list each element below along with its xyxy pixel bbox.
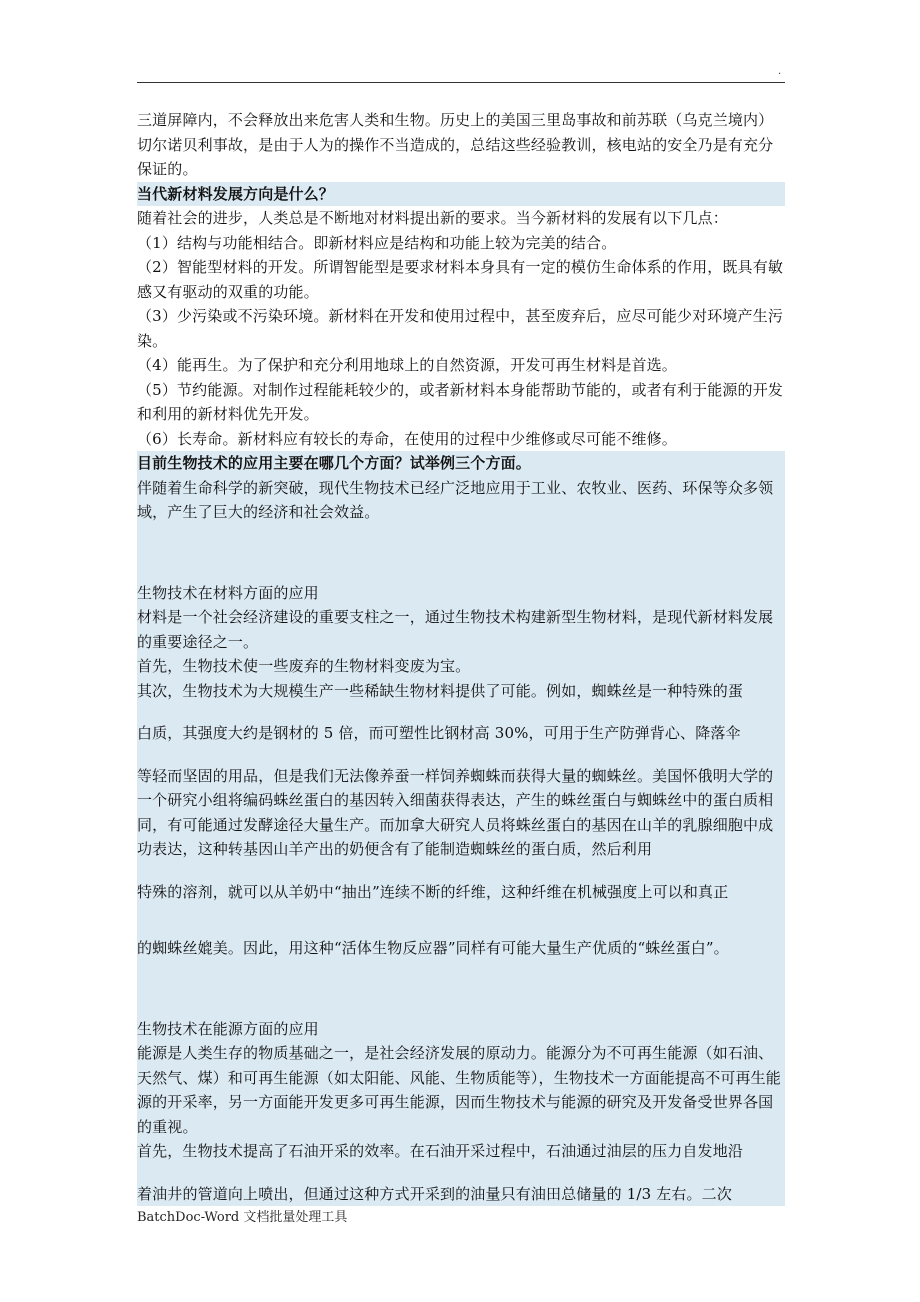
paragraph-energy-basis: 能源是人类生存的物质基础之一，是社会经济发展的原动力。能源分为不可再生能源（如石油、天然气、煤）和可再生能源（如太阳能、风能、生物质能等），生物技术一方面能提高不可再生能源的开采率，另一方面能开发更多可再生能源，因而生物技术与能源的研究及开发备受世界各国的重视。 [137,1044,781,1136]
paragraph-nuclear-safety: 三道屏障内，不会释放出来危害人类和生物。历史上的美国三里岛事故和前苏联（乌克兰境内）切尔诺贝利事故，是由于人为的操作不当造成的，总结这些经验教训，核电站的安全乃是有充分保证的。 [137,111,774,178]
paragraph-first-waste: 首先，生物技术使一些废弃的生物材料变废为宝。 [137,657,471,675]
subheading-materials: 生物技术在材料方面的应用 [137,583,319,602]
paragraph-materials-pillar: 材料是一个社会经济建设的重要支柱之一，通过生物技术构建新型生物材料，是现代新材料发展的重要途径之一。 [137,608,774,651]
header-rule [137,82,785,83]
list-item-3: （3）少污染或不污染环境。新材料在开发和使用过程中，甚至废弃后，应尽可能少对环境产生污染。 [137,307,783,350]
paragraph-materials-intro: 随着社会的进步，人类总是不断地对材料提出新的要求。当今新材料的发展有以下几点： [137,209,728,227]
list-item-1: （1）结构与功能相结合。即新材料应是结构和功能上较为完美的结合。 [137,233,617,252]
list-item-2: （2）智能型材料的开发。所谓智能型是要求材料本身具有一定的模仿生命体系的作用，既具有敏感又有驱动的双重的功能。 [137,258,783,301]
list-item-6: （6）长寿命。新材料应有较长的寿命，在使用的过程中少维修或尽可能不维修。 [137,429,677,448]
paragraph-second-spider-1: 其次，生物技术为大规模生产一些稀缺生物材料提供了可能。例如，蜘蛛丝是一种特殊的蛋 [137,681,744,700]
subheading-energy: 生物技术在能源方面的应用 [137,1019,319,1038]
heading-new-materials: 当代新材料发展方向是什么？ [137,182,785,207]
document-body [137,108,785,1206]
paragraph-biotech-intro: 伴随着生命科学的新突破，现代生物技术已经广泛地应用于工业、农牧业、医药、环保等众多领域，产生了巨大的经济和社会效益。 [137,478,774,521]
paragraph-oil-2: 着油井的管道向上喷出，但通过这种方式开采到的油量只有油田总储量的 1/3 左右。二次 [137,1184,732,1203]
footer-text: BatchDoc-Word 文档批量处理工具 [137,1210,348,1225]
paragraph-second-spider-5: 的蜘蛛丝媲美。因此，用这种“活体生物反应器”同样有可能大量生产优质的“蛛丝蛋白”。 [137,939,729,957]
paragraph-second-spider-2: 白质，其强度大约是钢材的 5 倍，而可塑性比钢材高 30%，可用于生产防弹背心、降落伞 [137,724,741,742]
header-dot: . [778,66,782,77]
list-item-5: （5）节约能源。对制作过程能耗较少的，或者新材料本身能帮助节能的，或者有利于能源的开发和利用的新材料优先开发。 [137,380,783,423]
paragraph-second-spider-3: 等轻而坚固的用品，但是我们无法像养蚕一样饲养蜘蛛而获得大量的蜘蛛丝。美国怀俄明大学的一个研究小组将编码蛛丝蛋白的基因转入细菌获得表达，产生的蛛丝蛋白与蜘蛛丝中的蛋白质相同，有可能通过发酵途径大量生产。而加拿大研究人员将蛛丝蛋白的基因在山羊的乳腺细胞中成功表达，这种转基因山羊产出的奶便含有了能制造蜘蛛丝的蛋白质，然后利用 [137,766,774,858]
paragraph-second-spider-4: 特殊的溶剂，就可以从羊奶中“抽出”连续不断的纤维，这种纤维在机械强度上可以和真正 [137,882,729,901]
list-item-4: （4）能再生。为了保护和充分利用地球上的自然资源，开发可再生材料是首选。 [137,356,677,374]
biotech-section [137,451,785,1206]
paragraph-oil-1: 首先，生物技术提高了石油开采的效率。在石油开采过程中，石油通过油层的压力自发地沿 [137,1142,744,1160]
heading-biotech: 目前生物技术的应用主要在哪几个方面？试举例三个方面。 [137,454,531,472]
